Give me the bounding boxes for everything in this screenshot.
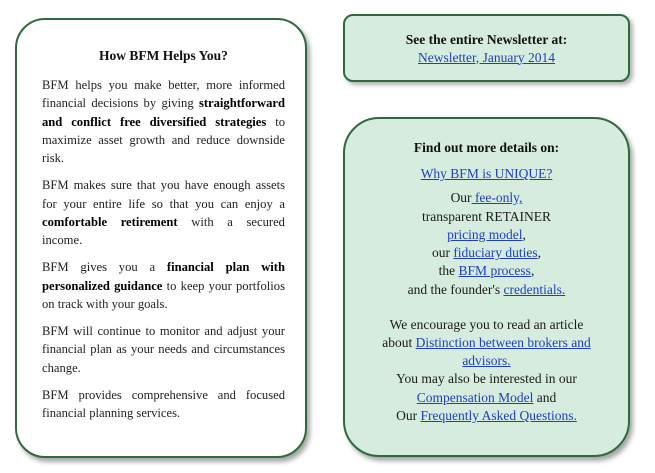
how-bfm-helps-card <box>15 18 307 458</box>
line <box>345 262 628 280</box>
fiduciary-duties-link[interactable]: fiduciary duties <box>453 245 538 261</box>
credentials-link[interactable]: credentials. <box>503 281 566 297</box>
text: to keep your portfolios on track with your goals. <box>42 278 285 311</box>
card-title: How BFM Helps You? <box>99 48 228 63</box>
text: about <box>382 334 416 350</box>
text: with a secured income. <box>42 214 285 247</box>
bfm-process-link[interactable]: BFM process <box>458 263 531 279</box>
interested-text: You may also be interested in our <box>396 371 577 387</box>
bold-text: financial plan with personalized guidance <box>42 260 285 293</box>
text: to maximize asset growth and reduce downside risk. <box>42 114 285 165</box>
paragraph-5: BFM provides comprehensive and focused financial planning services. <box>42 387 285 420</box>
line <box>345 389 628 407</box>
encourage-text: We encourage you to read an article <box>389 316 584 332</box>
paragraph-3 <box>42 258 285 313</box>
newsletter-card <box>343 14 630 82</box>
newsletter-link[interactable]: Newsletter, January 2014 <box>417 49 556 65</box>
text: Our <box>396 407 421 423</box>
faq-link[interactable]: Frequently Asked Questions. <box>420 407 577 423</box>
text: , <box>530 263 535 279</box>
text: , <box>522 226 526 242</box>
text: , <box>537 245 542 261</box>
details-heading: Find out more details on: <box>413 140 560 155</box>
line <box>345 407 628 425</box>
paragraph-1 <box>42 76 285 167</box>
line <box>345 281 628 299</box>
line <box>345 226 628 244</box>
line <box>345 189 628 207</box>
text: the <box>438 263 459 279</box>
bold-text: comfortable retirement <box>42 214 178 229</box>
bold-text: straightforward and conflict free diversified strategies <box>42 96 285 129</box>
retainer-text: transparent RETAINER <box>421 208 551 224</box>
compensation-model-link[interactable]: Compensation Model <box>416 389 534 405</box>
text: our <box>431 245 454 261</box>
paragraph-4: BFM will continue to monitor and adjust your financial plan as your needs and circumstances change. <box>42 324 285 375</box>
line <box>345 334 628 370</box>
text: Our <box>450 190 472 206</box>
text: and the founder's <box>407 281 504 297</box>
distinction-link[interactable]: Distinction between brokers and advisors. <box>415 334 591 369</box>
fee-only-link[interactable]: fee-only, <box>471 190 523 206</box>
text: BFM gives you a <box>42 260 167 275</box>
line <box>345 165 628 183</box>
text: BFM makes sure that you have enough assets for your entire life so that you can enjoy a <box>42 178 285 211</box>
pricing-model-link[interactable]: pricing model <box>447 226 523 242</box>
newsletter-title: See the entire Newsletter at: <box>405 32 568 47</box>
text: BFM helps you make better, more informed financial decisions by giving <box>42 78 285 111</box>
why-unique-link[interactable]: Why BFM is UNIQUE? <box>420 166 553 182</box>
paragraph-2 <box>42 176 285 249</box>
details-card <box>343 117 630 457</box>
text: and <box>533 389 557 405</box>
line <box>345 244 628 262</box>
